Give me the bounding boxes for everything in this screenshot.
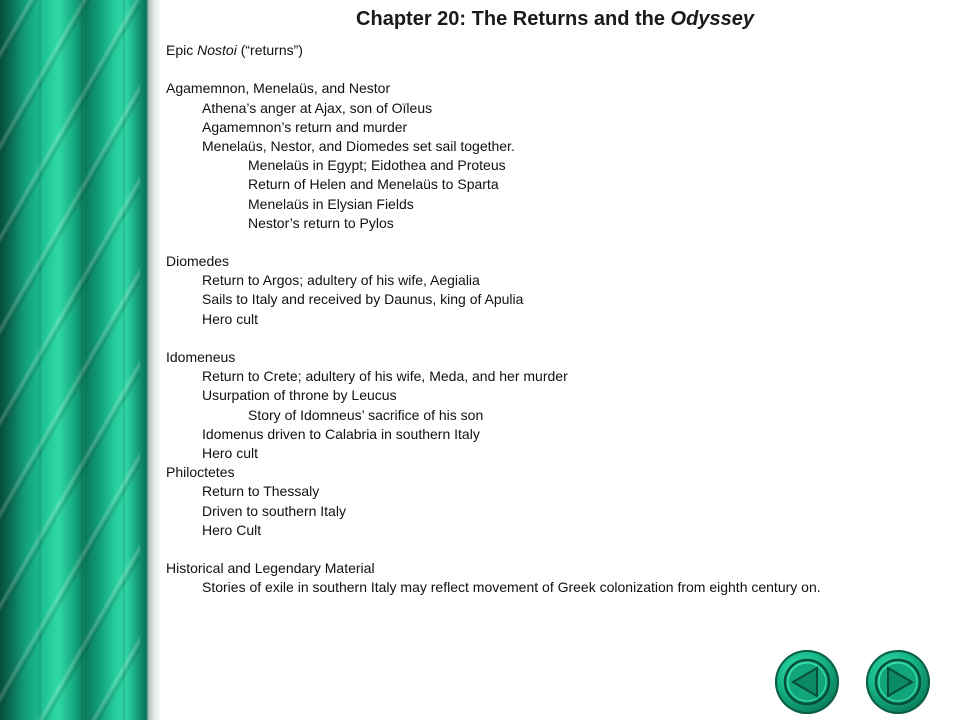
list-item: Menelaüs, Nestor, and Diomedes set sail together. <box>202 137 515 154</box>
list-item: Usurpation of throne by Leucus <box>202 387 397 404</box>
spacer <box>166 60 946 79</box>
section-heading-agamemnon: Agamemnon, Menelaüs, and Nestor <box>166 80 391 97</box>
section-heading-historical: Historical and Legendary Material <box>166 560 375 577</box>
list-item: Hero cult <box>202 444 259 461</box>
list-subitem: Story of Idomneus’ sacrifice of his son <box>248 406 484 423</box>
previous-slide-button[interactable] <box>775 650 839 714</box>
outline-content <box>166 41 946 597</box>
section-heading-idomeneus: Idomeneus <box>166 349 236 365</box>
spacer <box>166 540 946 559</box>
section-heading-philoctetes: Philoctetes <box>166 464 235 481</box>
decorative-sidebar <box>0 0 160 720</box>
list-item: Hero Cult <box>202 521 262 538</box>
list-item: Hero cult <box>202 310 259 327</box>
back-arrow-icon <box>775 650 839 714</box>
list-item: Driven to southern Italy <box>202 502 346 519</box>
list-item: Return to Crete; adultery of his wife, Meda, and her murder <box>202 368 568 385</box>
intro-suffix: (“returns”) <box>236 42 303 58</box>
intro-prefix: Epic <box>166 42 198 58</box>
list-item: Return to Thessaly <box>202 483 320 500</box>
intro-italic: Nostoi <box>197 42 237 58</box>
list-item: Return to Argos; adultery of his wife, Aegialia <box>202 272 480 289</box>
slide-title-italic: Odyssey <box>670 8 754 30</box>
forward-arrow-icon <box>866 650 930 714</box>
list-item: Agamemnon’s return and murder <box>202 118 408 135</box>
list-subitem: Menelaüs in Elysian Fields <box>248 195 414 212</box>
next-slide-button[interactable] <box>866 650 930 714</box>
spacer <box>166 329 946 348</box>
slide-title <box>300 8 810 31</box>
list-item: Sails to Italy and received by Daunus, king of Apulia <box>202 291 524 308</box>
list-item: Stories of exile in southern Italy may reflect movement of Greek colonization from eighth century on. <box>202 579 821 596</box>
list-subitem: Menelaüs in Egypt; Eidothea and Proteus <box>248 157 506 174</box>
spacer <box>166 233 946 252</box>
list-item: Athena’s anger at Ajax, son of Oïleus <box>202 99 433 116</box>
slide-title-text: Chapter 20: The Returns and the <box>356 8 671 30</box>
list-subitem: Nestor’s return to Pylos <box>248 214 394 231</box>
section-heading-diomedes: Diomedes <box>166 253 230 270</box>
list-subitem: Return of Helen and Menelaüs to Sparta <box>248 176 499 193</box>
outline-intro <box>166 41 946 60</box>
list-item: Idomenus driven to Calabria in southern Italy <box>202 425 480 442</box>
